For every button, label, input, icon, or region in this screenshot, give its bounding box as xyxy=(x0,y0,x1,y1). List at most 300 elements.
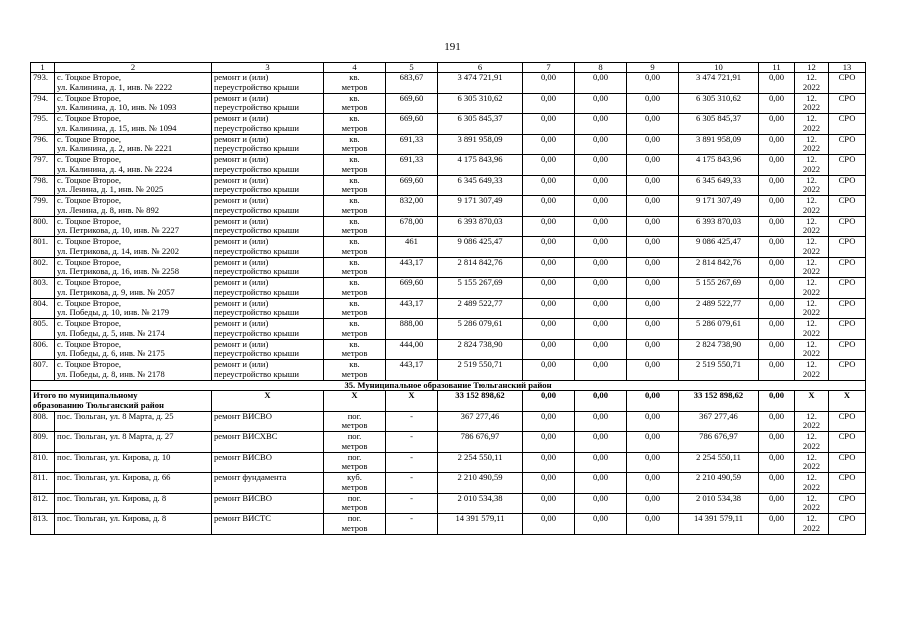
cell-method: СРО xyxy=(829,114,866,135)
cell-col9: 0,00 xyxy=(627,432,679,453)
cell-col10: 2 210 490,59 xyxy=(679,473,759,494)
cell-method: СРО xyxy=(829,298,866,319)
total-col10: 33 152 898,62 xyxy=(679,391,759,412)
cell-col7: 0,00 xyxy=(523,514,575,535)
cell-col8: 0,00 xyxy=(575,257,627,278)
cell-col9: 0,00 xyxy=(627,339,679,360)
cell-deadline: 12. 2022 xyxy=(795,473,829,494)
cell-unit: пог. метров xyxy=(324,493,386,514)
cell-method: СРО xyxy=(829,473,866,494)
cell-col8: 0,00 xyxy=(575,278,627,299)
cell-num: 803. xyxy=(31,278,55,299)
cell-col7: 0,00 xyxy=(523,175,575,196)
cell-col7: 0,00 xyxy=(523,278,575,299)
cell-col8: 0,00 xyxy=(575,360,627,381)
cell-col10: 2 814 842,76 xyxy=(679,257,759,278)
cell-total-cost: 2 210 490,59 xyxy=(438,473,523,494)
cell-area: 678,00 xyxy=(386,216,438,237)
cell-col8: 0,00 xyxy=(575,473,627,494)
table-row xyxy=(31,339,866,360)
cell-address: пос. Тюльган, ул. 8 Марта, д. 27 xyxy=(55,432,212,453)
cell-deadline: 12. 2022 xyxy=(795,73,829,94)
cell-work-type: ремонт и (или) переустройство крыши xyxy=(212,196,324,217)
cell-col8: 0,00 xyxy=(575,339,627,360)
column-number-header: 9 xyxy=(627,63,679,73)
cell-col10: 6 305 310,62 xyxy=(679,93,759,114)
cell-col11: 0,00 xyxy=(759,155,795,176)
cell-col8: 0,00 xyxy=(575,216,627,237)
table-row xyxy=(31,473,866,494)
cell-col7: 0,00 xyxy=(523,319,575,340)
cell-col7: 0,00 xyxy=(523,216,575,237)
cell-col9: 0,00 xyxy=(627,257,679,278)
cell-method: СРО xyxy=(829,93,866,114)
cell-col8: 0,00 xyxy=(575,237,627,258)
cell-area: 669,60 xyxy=(386,114,438,135)
cell-area: 832,00 xyxy=(386,196,438,217)
cell-total-cost: 6 305 845,37 xyxy=(438,114,523,135)
cell-col11: 0,00 xyxy=(759,411,795,432)
cell-method: СРО xyxy=(829,432,866,453)
cell-address: с. Тоцкое Второе, ул. Калинина, д. 2, инв. № 2221 xyxy=(55,134,212,155)
cell-col10: 6 393 870,03 xyxy=(679,216,759,237)
cell-num: 808. xyxy=(31,411,55,432)
cell-deadline: 12. 2022 xyxy=(795,93,829,114)
cell-col11: 0,00 xyxy=(759,114,795,135)
cell-unit: пог. метров xyxy=(324,432,386,453)
cell-num: 806. xyxy=(31,339,55,360)
table-row xyxy=(31,93,866,114)
total-col11: 0,00 xyxy=(759,391,795,412)
cell-total-cost: 14 391 579,11 xyxy=(438,514,523,535)
cell-deadline: 12. 2022 xyxy=(795,514,829,535)
cell-total-cost: 2 254 550,11 xyxy=(438,452,523,473)
cell-method: СРО xyxy=(829,73,866,94)
cell-col11: 0,00 xyxy=(759,216,795,237)
column-numbers-row xyxy=(31,63,866,73)
total-x-col12: X xyxy=(795,391,829,412)
cell-num: 800. xyxy=(31,216,55,237)
cell-method: СРО xyxy=(829,175,866,196)
cell-col9: 0,00 xyxy=(627,93,679,114)
cell-unit: кв. метров xyxy=(324,216,386,237)
cell-work-type: ремонт и (или) переустройство крыши xyxy=(212,278,324,299)
cell-address: пос. Тюльган, ул. 8 Марта, д. 25 xyxy=(55,411,212,432)
cell-col11: 0,00 xyxy=(759,278,795,299)
cell-col7: 0,00 xyxy=(523,432,575,453)
cell-col11: 0,00 xyxy=(759,514,795,535)
table-row xyxy=(31,216,866,237)
cell-deadline: 12. 2022 xyxy=(795,298,829,319)
total-col7: 0,00 xyxy=(523,391,575,412)
cell-col8: 0,00 xyxy=(575,155,627,176)
cell-col7: 0,00 xyxy=(523,237,575,258)
cell-area: 669,60 xyxy=(386,93,438,114)
cell-work-type: ремонт ВИСВО xyxy=(212,493,324,514)
cell-col11: 0,00 xyxy=(759,93,795,114)
cell-col10: 5 155 267,69 xyxy=(679,278,759,299)
total-col9: 0,00 xyxy=(627,391,679,412)
cell-col8: 0,00 xyxy=(575,196,627,217)
cell-method: СРО xyxy=(829,360,866,381)
cell-unit: кв. метров xyxy=(324,237,386,258)
cell-col10: 6 345 649,33 xyxy=(679,175,759,196)
cell-address: с. Тоцкое Второе, ул. Ленина, д. 8, инв. № 892 xyxy=(55,196,212,217)
cell-col10: 9 171 307,49 xyxy=(679,196,759,217)
cell-work-type: ремонт и (или) переустройство крыши xyxy=(212,73,324,94)
cell-num: 802. xyxy=(31,257,55,278)
cell-col10: 3 891 958,09 xyxy=(679,134,759,155)
cell-num: 793. xyxy=(31,73,55,94)
total-x-col4: X xyxy=(324,391,386,412)
cell-col11: 0,00 xyxy=(759,73,795,94)
cell-deadline: 12. 2022 xyxy=(795,278,829,299)
cell-col8: 0,00 xyxy=(575,452,627,473)
cell-deadline: 12. 2022 xyxy=(795,432,829,453)
cell-work-type: ремонт и (или) переустройство крыши xyxy=(212,155,324,176)
cell-unit: кв. метров xyxy=(324,319,386,340)
table-row xyxy=(31,114,866,135)
cell-total-cost: 5 155 267,69 xyxy=(438,278,523,299)
cell-unit: кв. метров xyxy=(324,298,386,319)
column-number-header: 11 xyxy=(759,63,795,73)
cell-work-type: ремонт и (или) переустройство крыши xyxy=(212,319,324,340)
cell-col9: 0,00 xyxy=(627,360,679,381)
capital-repair-table xyxy=(30,62,866,535)
cell-total-cost: 3 891 958,09 xyxy=(438,134,523,155)
column-number-header: 1 xyxy=(31,63,55,73)
cell-area: 669,60 xyxy=(386,278,438,299)
total-row xyxy=(31,391,866,412)
total-x-col13: X xyxy=(829,391,866,412)
cell-address: с. Тоцкое Второе, ул. Победы, д. 6, инв. № 2175 xyxy=(55,339,212,360)
cell-address: с. Тоцкое Второе, ул. Победы, д. 8, инв. № 2178 xyxy=(55,360,212,381)
cell-method: СРО xyxy=(829,411,866,432)
cell-col11: 0,00 xyxy=(759,452,795,473)
cell-col7: 0,00 xyxy=(523,452,575,473)
cell-col7: 0,00 xyxy=(523,114,575,135)
table-row xyxy=(31,175,866,196)
cell-area: - xyxy=(386,493,438,514)
cell-col11: 0,00 xyxy=(759,298,795,319)
cell-col9: 0,00 xyxy=(627,134,679,155)
cell-total-cost: 9 086 425,47 xyxy=(438,237,523,258)
column-number-header: 13 xyxy=(829,63,866,73)
table-row xyxy=(31,278,866,299)
table-row xyxy=(31,432,866,453)
column-number-header: 2 xyxy=(55,63,212,73)
cell-address: с. Тоцкое Второе, ул. Калинина, д. 15, инв. № 1094 xyxy=(55,114,212,135)
cell-deadline: 12. 2022 xyxy=(795,360,829,381)
cell-col9: 0,00 xyxy=(627,411,679,432)
table-row xyxy=(31,493,866,514)
cell-area: - xyxy=(386,473,438,494)
cell-method: СРО xyxy=(829,452,866,473)
cell-unit: кв. метров xyxy=(324,155,386,176)
cell-deadline: 12. 2022 xyxy=(795,319,829,340)
cell-col7: 0,00 xyxy=(523,473,575,494)
cell-col10: 2 824 738,90 xyxy=(679,339,759,360)
cell-num: 810. xyxy=(31,452,55,473)
table-row xyxy=(31,134,866,155)
table-row xyxy=(31,319,866,340)
cell-col7: 0,00 xyxy=(523,196,575,217)
cell-deadline: 12. 2022 xyxy=(795,339,829,360)
cell-col11: 0,00 xyxy=(759,432,795,453)
cell-col8: 0,00 xyxy=(575,493,627,514)
cell-col11: 0,00 xyxy=(759,237,795,258)
table-row xyxy=(31,360,866,381)
cell-col9: 0,00 xyxy=(627,278,679,299)
cell-total-cost: 4 175 843,96 xyxy=(438,155,523,176)
cell-col8: 0,00 xyxy=(575,432,627,453)
cell-col8: 0,00 xyxy=(575,73,627,94)
cell-deadline: 12. 2022 xyxy=(795,493,829,514)
total-label: Итого по муниципальному образованию Тюльганский район xyxy=(31,391,212,412)
cell-col7: 0,00 xyxy=(523,411,575,432)
cell-col8: 0,00 xyxy=(575,411,627,432)
cell-col10: 2 489 522,77 xyxy=(679,298,759,319)
cell-total-cost: 2 010 534,38 xyxy=(438,493,523,514)
cell-col10: 6 305 845,37 xyxy=(679,114,759,135)
cell-work-type: ремонт фундамента xyxy=(212,473,324,494)
cell-work-type: ремонт и (или) переустройство крыши xyxy=(212,216,324,237)
cell-num: 805. xyxy=(31,319,55,340)
cell-col9: 0,00 xyxy=(627,216,679,237)
cell-deadline: 12. 2022 xyxy=(795,114,829,135)
cell-col11: 0,00 xyxy=(759,360,795,381)
cell-address: с. Тоцкое Второе, ул. Петрикова, д. 10, инв. № 2227 xyxy=(55,216,212,237)
total-x-col3: X xyxy=(212,391,324,412)
cell-col11: 0,00 xyxy=(759,319,795,340)
cell-col8: 0,00 xyxy=(575,114,627,135)
cell-col9: 0,00 xyxy=(627,196,679,217)
table-row xyxy=(31,73,866,94)
cell-address: пос. Тюльган, ул. Кирова, д. 66 xyxy=(55,473,212,494)
cell-area: 691,33 xyxy=(386,155,438,176)
cell-col9: 0,00 xyxy=(627,319,679,340)
cell-unit: кв. метров xyxy=(324,339,386,360)
cell-total-cost: 3 474 721,91 xyxy=(438,73,523,94)
cell-total-cost: 2 489 522,77 xyxy=(438,298,523,319)
column-number-header: 10 xyxy=(679,63,759,73)
cell-work-type: ремонт и (или) переустройство крыши xyxy=(212,175,324,196)
cell-unit: кв. метров xyxy=(324,278,386,299)
table-row xyxy=(31,298,866,319)
cell-col9: 0,00 xyxy=(627,155,679,176)
cell-address: с. Тоцкое Второе, ул. Калинина, д. 4, инв. № 2224 xyxy=(55,155,212,176)
cell-address: с. Тоцкое Второе, ул. Победы, д. 10, инв. № 2179 xyxy=(55,298,212,319)
cell-col10: 2 010 534,38 xyxy=(679,493,759,514)
cell-deadline: 12. 2022 xyxy=(795,452,829,473)
cell-work-type: ремонт и (или) переустройство крыши xyxy=(212,360,324,381)
total-col8: 0,00 xyxy=(575,391,627,412)
cell-area: - xyxy=(386,514,438,535)
cell-work-type: ремонт ВИСВО xyxy=(212,452,324,473)
cell-col7: 0,00 xyxy=(523,155,575,176)
cell-unit: кв. метров xyxy=(324,257,386,278)
cell-col10: 786 676,97 xyxy=(679,432,759,453)
cell-num: 801. xyxy=(31,237,55,258)
cell-deadline: 12. 2022 xyxy=(795,155,829,176)
cell-area: - xyxy=(386,452,438,473)
cell-unit: куб. метров xyxy=(324,473,386,494)
cell-method: СРО xyxy=(829,278,866,299)
cell-col10: 9 086 425,47 xyxy=(679,237,759,258)
cell-col9: 0,00 xyxy=(627,514,679,535)
cell-work-type: ремонт и (или) переустройство крыши xyxy=(212,93,324,114)
cell-col10: 5 286 079,61 xyxy=(679,319,759,340)
cell-address: с. Тоцкое Второе, ул. Победы, д. 5, инв. № 2174 xyxy=(55,319,212,340)
cell-deadline: 12. 2022 xyxy=(795,134,829,155)
cell-unit: пог. метров xyxy=(324,452,386,473)
cell-col9: 0,00 xyxy=(627,452,679,473)
cell-work-type: ремонт и (или) переустройство крыши xyxy=(212,114,324,135)
cell-num: 794. xyxy=(31,93,55,114)
cell-col11: 0,00 xyxy=(759,339,795,360)
cell-num: 811. xyxy=(31,473,55,494)
cell-address: с. Тоцкое Второе, ул. Петрикова, д. 16, инв. № 2258 xyxy=(55,257,212,278)
cell-col9: 0,00 xyxy=(627,237,679,258)
cell-total-cost: 6 305 310,62 xyxy=(438,93,523,114)
cell-area: 461 xyxy=(386,237,438,258)
column-number-header: 4 xyxy=(324,63,386,73)
table-row xyxy=(31,196,866,217)
cell-col9: 0,00 xyxy=(627,473,679,494)
cell-area: - xyxy=(386,411,438,432)
cell-area: 443,17 xyxy=(386,298,438,319)
cell-work-type: ремонт ВИСТС xyxy=(212,514,324,535)
cell-col10: 2 519 550,71 xyxy=(679,360,759,381)
cell-col7: 0,00 xyxy=(523,257,575,278)
cell-unit: кв. метров xyxy=(324,360,386,381)
cell-col8: 0,00 xyxy=(575,93,627,114)
cell-col11: 0,00 xyxy=(759,196,795,217)
cell-address: с. Тоцкое Второе, ул. Калинина, д. 1, инв. № 2222 xyxy=(55,73,212,94)
cell-unit: кв. метров xyxy=(324,175,386,196)
cell-col7: 0,00 xyxy=(523,93,575,114)
cell-address: пос. Тюльган, ул. Кирова, д. 10 xyxy=(55,452,212,473)
cell-col9: 0,00 xyxy=(627,114,679,135)
cell-area: 444,00 xyxy=(386,339,438,360)
table-row xyxy=(31,237,866,258)
cell-total-cost: 2 519 550,71 xyxy=(438,360,523,381)
cell-unit: кв. метров xyxy=(324,134,386,155)
cell-num: 812. xyxy=(31,493,55,514)
cell-total-cost: 6 345 649,33 xyxy=(438,175,523,196)
cell-col7: 0,00 xyxy=(523,493,575,514)
cell-col10: 3 474 721,91 xyxy=(679,73,759,94)
cell-total-cost: 367 277,46 xyxy=(438,411,523,432)
cell-method: СРО xyxy=(829,134,866,155)
column-number-header: 7 xyxy=(523,63,575,73)
page-number: 191 xyxy=(444,41,461,53)
cell-method: СРО xyxy=(829,339,866,360)
cell-address: пос. Тюльган, ул. Кирова, д. 8 xyxy=(55,514,212,535)
cell-total-cost: 786 676,97 xyxy=(438,432,523,453)
cell-work-type: ремонт и (или) переустройство крыши xyxy=(212,237,324,258)
cell-col9: 0,00 xyxy=(627,298,679,319)
cell-col11: 0,00 xyxy=(759,257,795,278)
table-row xyxy=(31,452,866,473)
cell-method: СРО xyxy=(829,257,866,278)
cell-col8: 0,00 xyxy=(575,175,627,196)
cell-area: 683,67 xyxy=(386,73,438,94)
cell-area: - xyxy=(386,432,438,453)
cell-col10: 4 175 843,96 xyxy=(679,155,759,176)
cell-deadline: 12. 2022 xyxy=(795,175,829,196)
cell-col8: 0,00 xyxy=(575,319,627,340)
cell-col11: 0,00 xyxy=(759,473,795,494)
cell-col7: 0,00 xyxy=(523,360,575,381)
cell-col10: 367 277,46 xyxy=(679,411,759,432)
table-row xyxy=(31,411,866,432)
cell-deadline: 12. 2022 xyxy=(795,411,829,432)
cell-col10: 2 254 550,11 xyxy=(679,452,759,473)
cell-method: СРО xyxy=(829,237,866,258)
cell-num: 795. xyxy=(31,114,55,135)
cell-area: 669,60 xyxy=(386,175,438,196)
cell-num: 813. xyxy=(31,514,55,535)
cell-col8: 0,00 xyxy=(575,514,627,535)
cell-area: 443,17 xyxy=(386,360,438,381)
cell-unit: пог. метров xyxy=(324,411,386,432)
cell-col8: 0,00 xyxy=(575,134,627,155)
cell-total-cost: 2 814 842,76 xyxy=(438,257,523,278)
cell-col11: 0,00 xyxy=(759,175,795,196)
cell-total-cost: 2 824 738,90 xyxy=(438,339,523,360)
cell-deadline: 12. 2022 xyxy=(795,196,829,217)
column-number-header: 3 xyxy=(212,63,324,73)
cell-unit: кв. метров xyxy=(324,73,386,94)
cell-col10: 14 391 579,11 xyxy=(679,514,759,535)
cell-area: 691,33 xyxy=(386,134,438,155)
cell-method: СРО xyxy=(829,216,866,237)
cell-method: СРО xyxy=(829,319,866,340)
cell-work-type: ремонт ВИСХВС xyxy=(212,432,324,453)
cell-num: 809. xyxy=(31,432,55,453)
cell-col7: 0,00 xyxy=(523,73,575,94)
cell-total-cost: 5 286 079,61 xyxy=(438,319,523,340)
cell-method: СРО xyxy=(829,493,866,514)
cell-num: 798. xyxy=(31,175,55,196)
cell-work-type: ремонт ВИСВО xyxy=(212,411,324,432)
cell-col7: 0,00 xyxy=(523,298,575,319)
cell-total-cost: 6 393 870,03 xyxy=(438,216,523,237)
cell-col9: 0,00 xyxy=(627,73,679,94)
cell-num: 799. xyxy=(31,196,55,217)
cell-num: 796. xyxy=(31,134,55,155)
cell-address: пос. Тюльган, ул. Кирова, д. 8 xyxy=(55,493,212,514)
cell-col9: 0,00 xyxy=(627,493,679,514)
cell-work-type: ремонт и (или) переустройство крыши xyxy=(212,298,324,319)
cell-work-type: ремонт и (или) переустройство крыши xyxy=(212,339,324,360)
cell-num: 804. xyxy=(31,298,55,319)
section-header-row xyxy=(31,380,866,391)
total-cost: 33 152 898,62 xyxy=(438,391,523,412)
cell-unit: кв. метров xyxy=(324,93,386,114)
cell-work-type: ремонт и (или) переустройство крыши xyxy=(212,257,324,278)
cell-work-type: ремонт и (или) переустройство крыши xyxy=(212,134,324,155)
cell-address: с. Тоцкое Второе, ул. Калинина, д. 10, инв. № 1093 xyxy=(55,93,212,114)
table-row xyxy=(31,514,866,535)
cell-col11: 0,00 xyxy=(759,134,795,155)
cell-col7: 0,00 xyxy=(523,134,575,155)
section-title: 35. Муниципальное образование Тюльганский район xyxy=(31,380,866,391)
cell-area: 888,00 xyxy=(386,319,438,340)
total-x-col5: X xyxy=(386,391,438,412)
cell-unit: пог. метров xyxy=(324,514,386,535)
